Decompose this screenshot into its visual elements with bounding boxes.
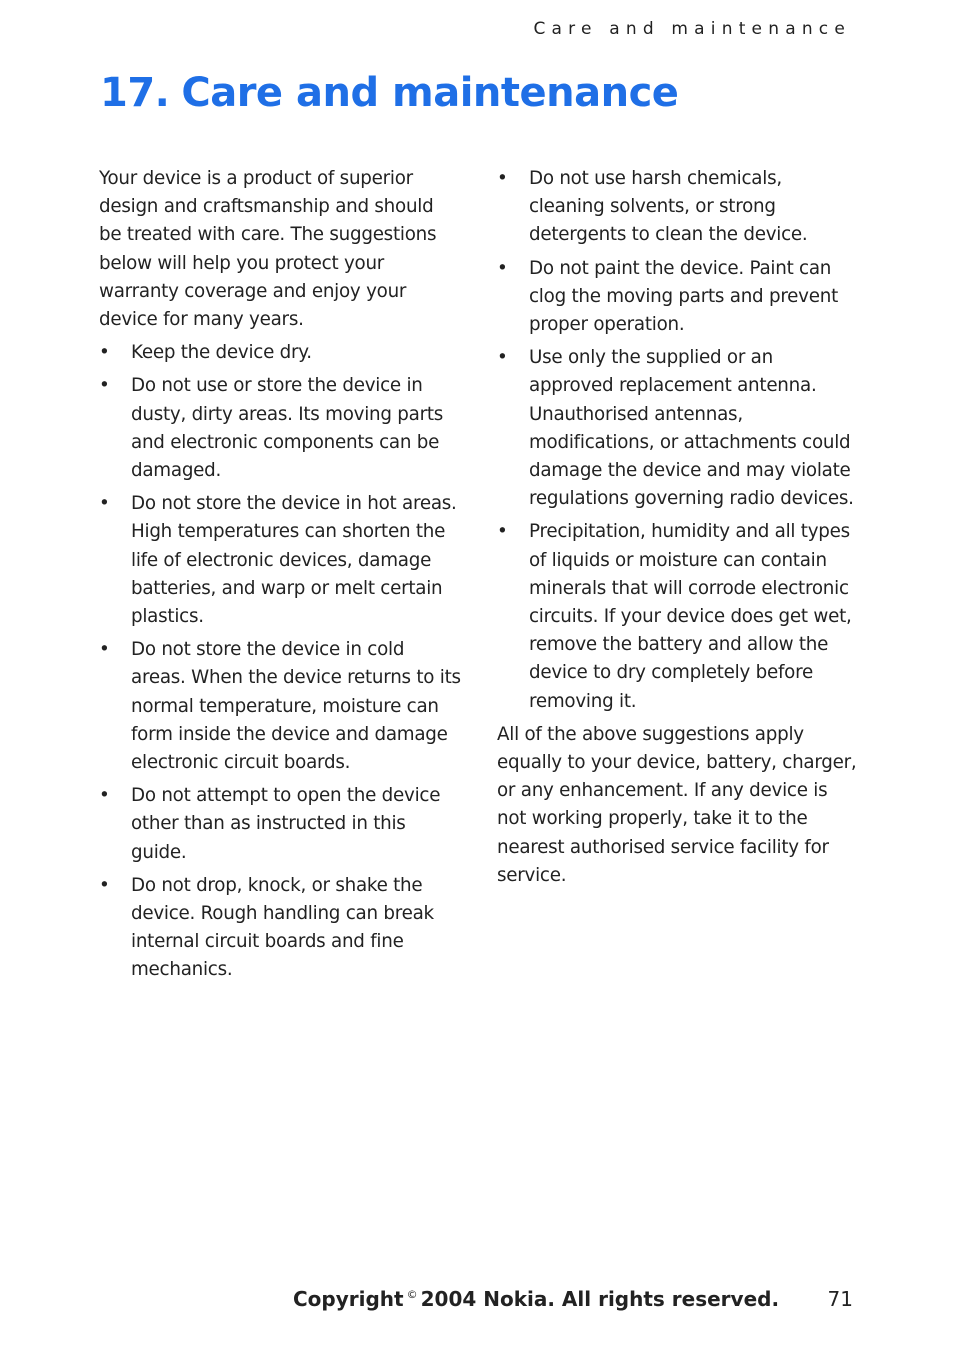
copyright-suffix: 2004 Nokia. All rights reserved.: [420, 1287, 780, 1311]
list-item: [99, 636, 461, 777]
list-item-text: Precipitation, humidity and all types of liquids or moisture can contain minerals that will corrode electronic circuits. If your device does get wet, remove the battery and allow the device to dry completely before removing it.: [529, 521, 852, 712]
bullet-icon: •: [497, 521, 508, 543]
bullet-icon: •: [99, 639, 110, 661]
list-item-text: Do not use harsh chemicals, cleaning solvents, or strong detergents to clean the device.: [529, 168, 808, 246]
bullet-icon: •: [99, 375, 110, 397]
list-item-text: Keep the device dry.: [131, 342, 312, 364]
bullet-icon: •: [99, 874, 110, 896]
list-item: [99, 339, 461, 367]
list-item: [497, 255, 857, 340]
list-item-text: Do not drop, knock, or shake the device. Rough handling can break internal circuit boards and fine mechanics.: [131, 874, 434, 981]
list-item-text: Do not use or store the device in dusty, dirty areas. Its moving parts and electronic components can be damaged.: [131, 375, 444, 482]
footer-copyright: [293, 1287, 779, 1311]
chapter-title: [100, 70, 678, 116]
list-item-text: Do not store the device in hot areas. High temperatures can shorten the life of electronic devices, damage batteries, and warp or melt certain plastics.: [131, 493, 457, 628]
bullet-icon: •: [99, 493, 110, 515]
list-item-text: Use only the supplied or an approved replacement antenna. Unauthorised antennas, modifications, or attachments could damage the device and may violate regulations governing radio devices.: [529, 347, 854, 510]
copyright-symbol: ©: [406, 1288, 418, 1301]
closing-paragraph: All of the above suggestions apply equally to your device, battery, charger, or any enhancement. If any device is not working properly, take it to the nearest authorised service facility for service.: [497, 723, 857, 886]
copyright-prefix: Copyright: [293, 1287, 404, 1311]
bullet-icon: •: [497, 347, 508, 369]
list-item: [99, 490, 461, 631]
right-column: [497, 165, 857, 895]
list-item-text: Do not attempt to open the device other than as instructed in this guide.: [131, 785, 441, 863]
page-number: 71: [827, 1287, 853, 1311]
list-item: [99, 782, 461, 867]
list-item: [99, 872, 461, 985]
list-item-text: Do not paint the device. Paint can clog the moving parts and prevent proper operation.: [529, 257, 839, 336]
chapter-number: 17.: [100, 70, 170, 116]
left-column: [99, 165, 461, 990]
list-item: [99, 372, 461, 485]
bullet-icon: •: [99, 342, 110, 364]
list-item: [497, 344, 857, 513]
left-bullet-list: [99, 339, 461, 984]
bullet-icon: •: [99, 785, 110, 807]
running-header: Care and maintenance: [533, 19, 851, 39]
bullet-icon: •: [497, 257, 508, 279]
bullet-icon: •: [497, 168, 508, 189]
list-item-text: Do not store the device in cold areas. When the device returns to its normal temperature, moisture can form inside the device and damage electronic circuit boards.: [131, 639, 461, 774]
intro-paragraph: Your device is a product of superior design and craftsmanship and should be treated with care. The suggestions below will help you protect your warranty coverage and enjoy your device for many years.: [99, 168, 437, 331]
chapter-title-text: Care and maintenance: [181, 70, 679, 116]
list-item: [497, 518, 857, 715]
list-item: [497, 165, 857, 250]
right-bullet-list: [497, 165, 857, 716]
